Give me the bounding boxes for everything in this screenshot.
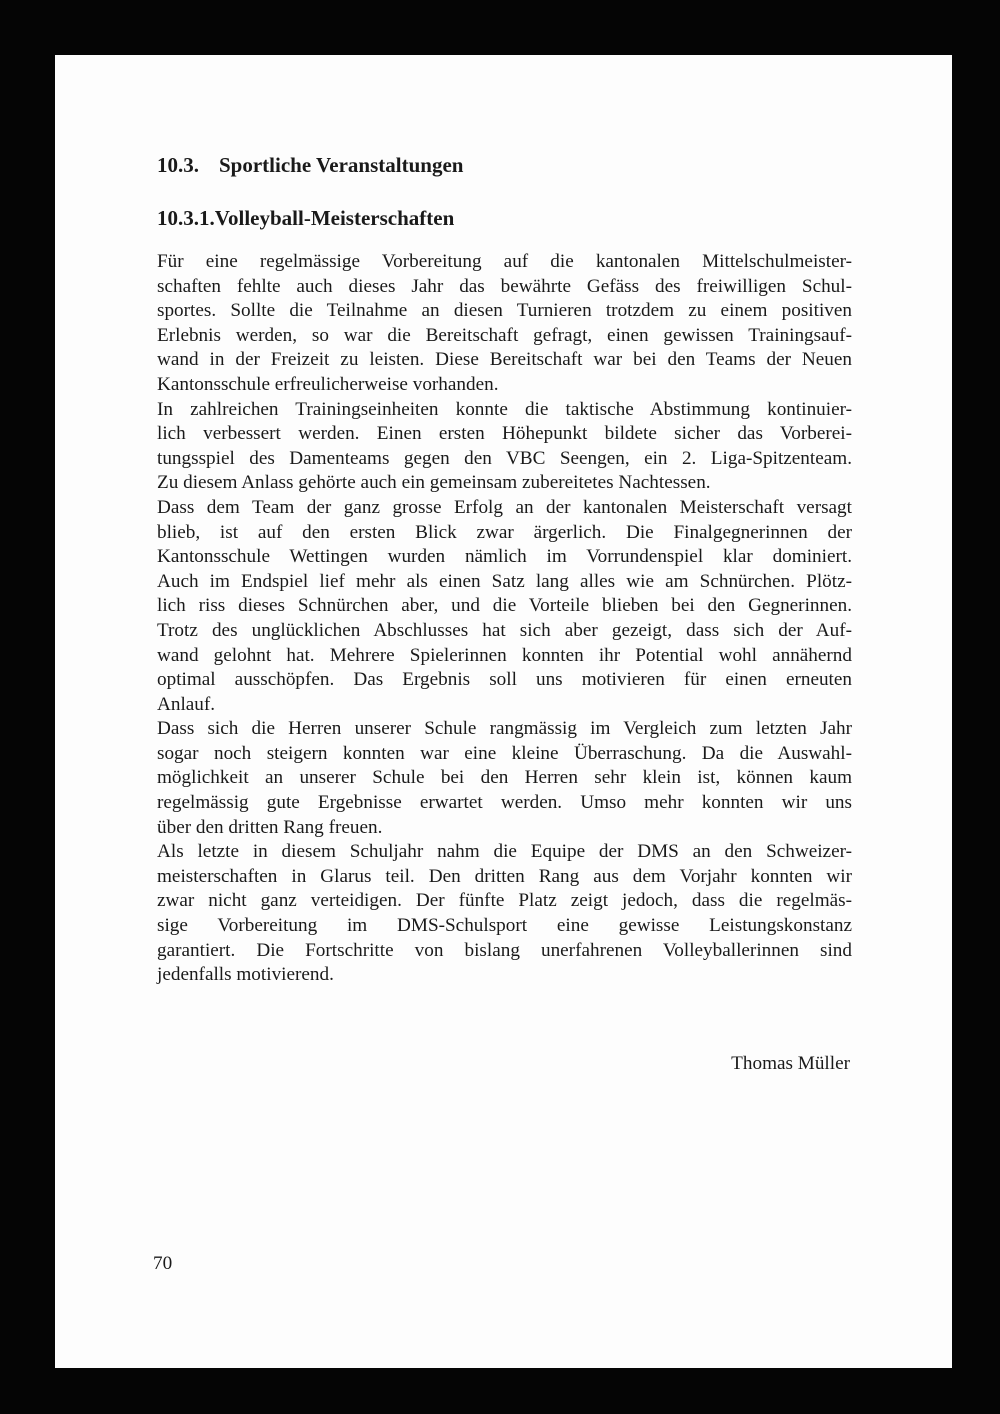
- text-line: regelmässig gute Ergebnisse erwartet werden. Umso mehr konnten wir uns: [157, 792, 852, 814]
- text-line: tungsspiel des Damenteams gegen den VBC Seengen, ein 2. Liga-Spitzenteam.: [157, 447, 852, 469]
- text-line: In zahlreichen Trainingseinheiten konnte die taktische Abstimmung kontinuier-: [157, 398, 852, 420]
- text-line: möglichkeit an unserer Schule bei den Herren sehr klein ist, können kaum: [157, 767, 852, 789]
- text-line: Dass dem Team der ganz grosse Erfolg an der kantonalen Meisterschaft versagt: [157, 496, 852, 518]
- text-line: Als letzte in diesem Schuljahr nahm die Equipe der DMS an den Schweizer-: [157, 841, 852, 863]
- paragraph: [157, 398, 852, 496]
- text-line: Trotz des unglücklichen Abschlusses hat sich aber gezeigt, dass sich der Auf-: [157, 619, 852, 641]
- text-line: sportes. Sollte die Teilnahme an diesen Turnieren trotzdem zu einem positiven: [157, 300, 852, 322]
- text-line: zwar nicht ganz verteidigen. Der fünfte Platz zeigt jedoch, dass die regelmäs-: [157, 890, 852, 912]
- text-line: Auch im Endspiel lief mehr als einen Satz lang alles wie am Schnürchen. Plötz-: [157, 570, 852, 592]
- section-heading: [157, 153, 463, 178]
- section-number: 10.3.: [157, 153, 199, 177]
- text-line: sige Vorbereitung im DMS-Schulsport eine gewisse Leistungskonstanz: [157, 915, 852, 937]
- subsection-title: Volleyball-Meisterschaften: [214, 206, 455, 230]
- section-title: Sportliche Veranstaltungen: [219, 153, 464, 177]
- text-line: optimal ausschöpfen. Das Ergebnis soll uns motivieren für einen erneuten: [157, 669, 852, 691]
- subsection-heading: [157, 206, 454, 231]
- text-line: Kantonsschule erfreulicherweise vorhanden.: [157, 373, 499, 395]
- paragraph: [157, 840, 852, 988]
- text-line: Für eine regelmässige Vorbereitung auf die kantonalen Mittelschulmeister-: [157, 251, 852, 272]
- text-line: garantiert. Die Fortschritte von bislang unerfahrenen Volleyballerinnen sind: [157, 939, 852, 961]
- subsection-number: 10.3.1.: [157, 206, 215, 230]
- author-signature: Thomas Müller: [731, 1053, 850, 1074]
- paragraph: [157, 717, 852, 840]
- document-page: [55, 55, 952, 1368]
- text-line: lich riss dieses Schnürchen aber, und die Vorteile blieben bei den Gegnerinnen.: [157, 595, 852, 617]
- paragraph: [157, 250, 852, 398]
- text-line: Dass sich die Herren unserer Schule rangmässig im Vergleich zum letzten Jahr: [157, 718, 852, 740]
- text-line: schaften fehlte auch dieses Jahr das bewährte Gefäss des freiwilligen Schul-: [157, 275, 852, 297]
- text-line: Anlauf.: [157, 693, 216, 715]
- text-line: sogar noch steigern konnten war eine kleine Überraschung. Da die Auswahl-: [157, 742, 852, 764]
- text-line: Kantonsschule Wettingen wurden nämlich im Vorrundenspiel klar dominiert.: [157, 546, 852, 568]
- text-line: lich verbessert werden. Einen ersten Höhepunkt bildete sicher das Vorberei-: [157, 423, 852, 445]
- text-line: blieb, ist auf den ersten Blick zwar ärgerlich. Die Finalgegnerinnen der: [157, 521, 852, 543]
- page-number: 70: [153, 1253, 173, 1274]
- body-text: [157, 250, 852, 988]
- paragraph: [157, 496, 852, 717]
- text-line: meisterschaften in Glarus teil. Den dritten Rang aus dem Vorjahr konnten wir: [157, 865, 852, 887]
- text-line: Erlebnis werden, so war die Bereitschaft gefragt, einen gewissen Trainingsauf-: [157, 324, 852, 346]
- text-line: über den dritten Rang freuen.: [157, 816, 383, 838]
- text-line: wand in der Freizeit zu leisten. Diese Bereitschaft war bei den Teams der Neuen: [157, 349, 852, 371]
- text-line: jedenfalls motivierend.: [157, 964, 334, 986]
- text-line: Zu diesem Anlass gehörte auch ein gemeinsam zubereitetes Nachtessen.: [157, 472, 711, 494]
- text-line: wand gelohnt hat. Mehrere Spielerinnen konnten ihr Potential wohl annähernd: [157, 644, 852, 666]
